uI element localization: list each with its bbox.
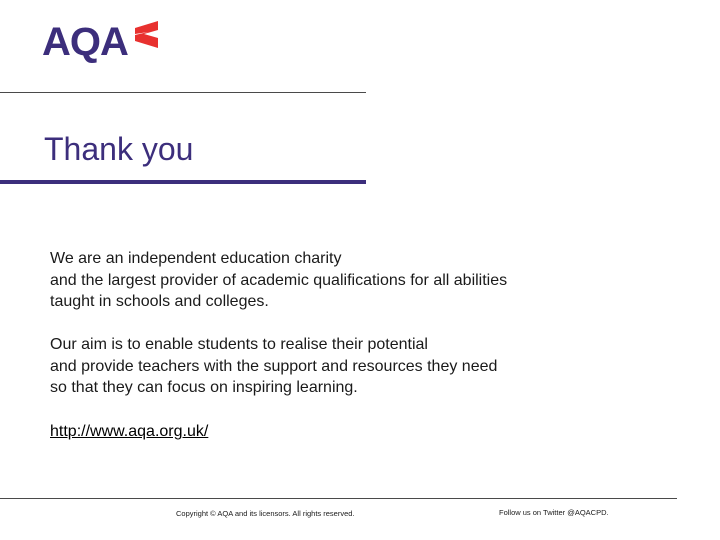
footer-divider: [0, 498, 677, 499]
intro-line: and the largest provider of academic qualifications for all abilities: [50, 271, 508, 289]
aim-paragraph: [50, 334, 650, 399]
aim-line: so that they can focus on inspiring learning.: [50, 379, 358, 396]
copyright-notice: Copyright © AQA and its licensors. All rights reserved.: [176, 509, 355, 518]
header-divider: [0, 92, 366, 93]
logo-wordmark: AQA: [42, 20, 128, 64]
intro-paragraph: [50, 248, 650, 313]
twitter-follow-text: Follow us on Twitter @AQACPD.: [499, 508, 609, 517]
aqa-logo: [42, 20, 160, 64]
title-underline: [0, 180, 366, 184]
intro-line: taught in schools and colleges.: [50, 293, 269, 310]
aim-line: and provide teachers with the support and resources they need: [50, 357, 498, 375]
slide-title: Thank you: [44, 131, 194, 167]
aqa-flag-icon: [132, 20, 160, 50]
aqa-website-link[interactable]: http://www.aqa.org.uk/: [50, 423, 209, 440]
aim-line: Our aim is to enable students to realise their potential: [50, 336, 428, 353]
intro-line: We are an independent education charity: [50, 250, 342, 267]
